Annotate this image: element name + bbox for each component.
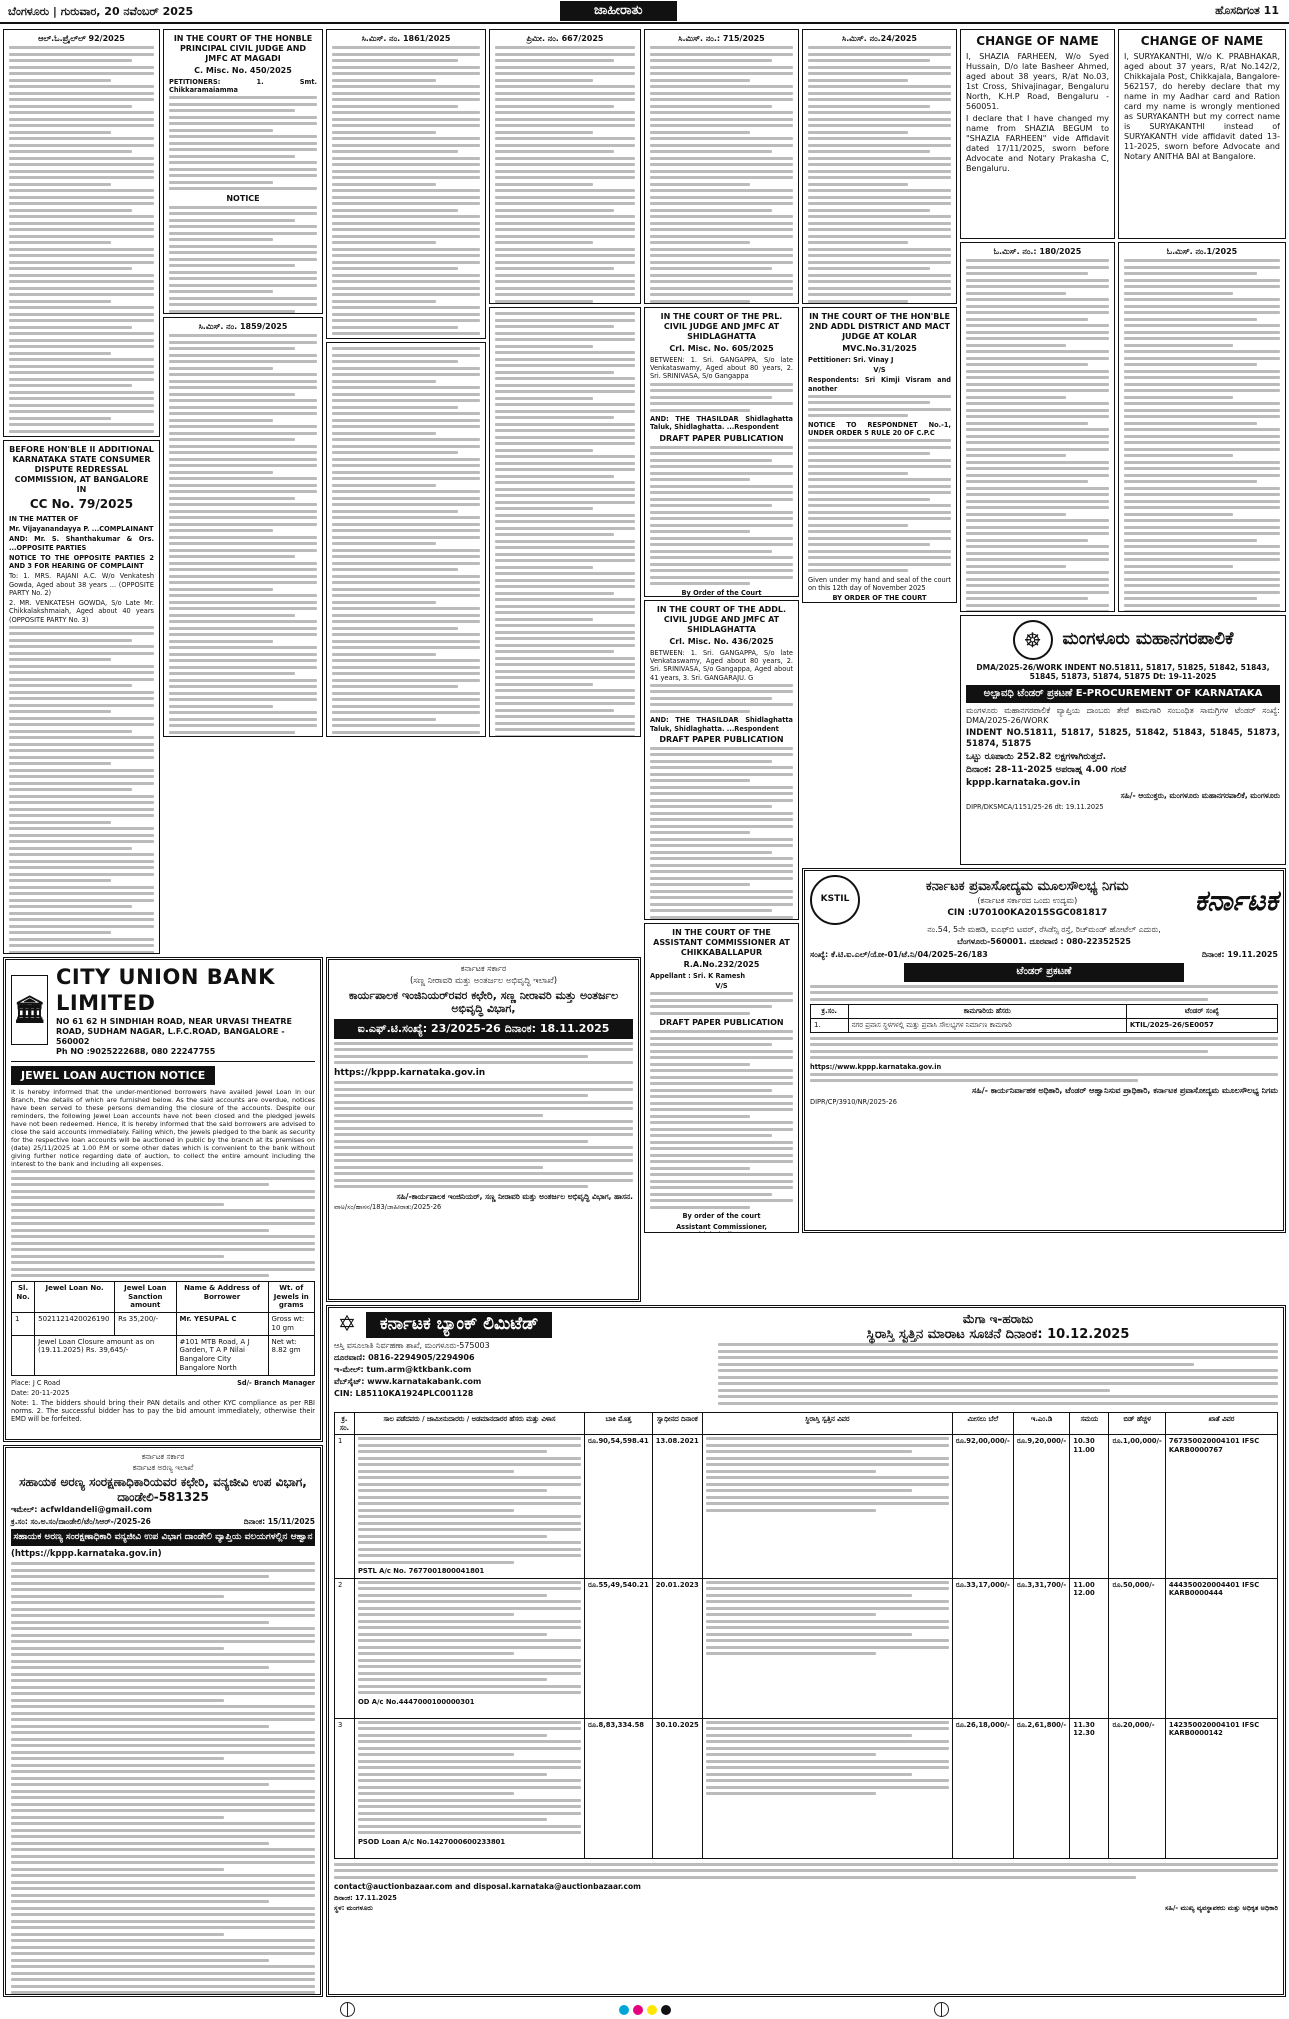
kbl-r1-sl: 1 [335, 1435, 355, 1578]
ksiidc-cell-work: ನಗರ ಪ್ರವಾಸ ಸ್ಥಳಗಳಲ್ಲಿ ಮತ್ತು ಪ್ರವಾಸಿ ಸೌಲಭ್ಯಗಳ ನಿರ್ಮಾಣ ಕಾಮಗಾರಿ [848, 1018, 1126, 1032]
kbl-r3-outstanding: ರೂ.8,83,334.58 [584, 1718, 652, 1858]
forest-ref: ಕ್ರ.ಸಂ: ಸಂ.ಅ.ಸಂ/ದಾಂಡೇಲಿ/ಟೆಂ/ಸಿಆರ್-/2025-26 [11, 1516, 151, 1526]
name-change-shazia [960, 29, 1115, 239]
magadi-notice-title: NOTICE [226, 193, 260, 203]
consumer-court: BEFORE HON'BLE II ADDITIONAL KARNATAKA STATE CONSUMER DISPUTE REDRESSAL COMMISSION, AT BANGALORE IN [9, 445, 154, 494]
kbl-r2-emd: ರೂ.3,31,700/- [1013, 1578, 1069, 1718]
black-dot [661, 2005, 671, 2015]
cmisc-1861-notice [326, 29, 486, 339]
cub-date: Date: 20-11-2025 [11, 1388, 70, 1397]
cmisc-1859-case: ಸಿ.ಮಿಸ್. ನಂ. 1859/2025 [198, 322, 288, 331]
omisc-1-notice [1118, 242, 1286, 612]
cub-cell-loan: 5021121420026190 [35, 1313, 115, 1336]
kbl-th-reserve: ಮೀಸಲು ಬೆಲೆ [952, 1413, 1013, 1435]
consumer-notice [3, 440, 160, 954]
cmisc-715-notice [644, 29, 799, 304]
kbl-phone: ದೂರವಾಣಿ: 0816-2294905/2294906 [334, 1353, 475, 1362]
consumer-notice-title: NOTICE TO THE OPPOSITE PARTIES 2 AND 3 FOR HEARING OF COMPLAINT [9, 553, 154, 571]
mangaluru-tender [960, 615, 1286, 865]
irrigation-dipr: ವಾಅ/ಸಂ/ಹಾಸನ/183/ಜಾಹೀರಾತು/2025-26 [334, 1203, 442, 1211]
prem-667-notice [489, 29, 641, 304]
kbl-email[interactable]: ಇ-ಮೇಲ್: tum.arm@ktkbank.com [334, 1365, 472, 1374]
consumer-matter: IN THE MATTER OF [9, 515, 79, 523]
kbl-r1-bid: ರೂ.1,00,000/- [1109, 1435, 1165, 1578]
ksiidc-sub: (ಕರ್ನಾಟಕ ಸರ್ಕಾರದ ಒಂದು ಉದ್ಯಮ) [977, 895, 1078, 905]
civil-court-notice-605 [644, 307, 799, 597]
ksiidc-th-sl: ಕ್ರ.ಸಂ. [811, 1005, 849, 1019]
table-row [335, 1578, 1278, 1718]
assist-pub: DRAFT PAPER PUBLICATION [659, 1018, 784, 1028]
cub-title: JEWEL LOAN AUCTION NOTICE [11, 1066, 215, 1086]
assist-case: R.A.No.232/2025 [683, 960, 760, 969]
civil1-order: By Order of the Court [681, 588, 762, 597]
name-change2-title: CHANGE OF NAME [1140, 34, 1264, 48]
irrigation-bar: ಐ.ಎಫ್‌.ಟಿ.ಸಂಖ್ಯೆ: 23/2025-26 ದಿನಾಂಕ: 18.11.2025 [334, 1019, 633, 1039]
kbl-th-time: ಸಮಯ [1070, 1413, 1109, 1435]
consumer-opposite: AND: Mr. S. Shanthakumar & Ors. ...OPPOSITE PARTIES [9, 535, 154, 552]
kbl-r3-account: PSOD Loan A/c No.1427000600233801 [357, 1837, 506, 1846]
cub-phone: Ph NO :9025222688, 080 22247755 [55, 1046, 216, 1056]
consumer-complainant: Mr. Vijayanandayya P. ...COMPLAINANT [9, 525, 154, 534]
yellow-dot [647, 2005, 657, 2015]
irrigation-sign: ಸಹಿ/-ಕಾರ್ಯಪಾಲಕ ಇಂಜಿನಿಯರ್, ಸಣ್ಣ ನೀರಾವರಿ ಮತ್ತು ಅಂತರ್ಜಲ ಅಭಿವೃದ್ಧಿ ವಿಭಾಗ, ಹಾಸನ. [396, 1191, 633, 1201]
name-change-title: CHANGE OF NAME [976, 34, 1099, 48]
kbl-r3-time: 11.30 12.30 [1070, 1718, 1109, 1858]
cub-th-loan: Jewel Loan No. [35, 1281, 115, 1312]
forest-gov: ಕರ್ನಾಟಕ ಸರ್ಕಾರ [141, 1452, 185, 1461]
kbl-r2-outstanding: ರೂ.55,49,540.21 [584, 1578, 652, 1718]
mcc-p2: INDENT NO.51811, 51817, 51825, 51842, 51843, 51845, 51873, 51874, 51875 [966, 728, 1280, 749]
kbl-th-account: ಖಾತೆ ವಿವರ [1165, 1413, 1277, 1435]
name-change-body: I, SHAZIA FARHEEN, W/o Syed Hussain, D/o late Basheer Ahmed, aged about 38 years, R/at No.03, 1st Cross, Shivajinagar, Bengaluru North, K.H.P Road, Bengaluru - 560051. [966, 52, 1109, 111]
ksiidc-th-tender: ಟೆಂಡರ್ ಸಂಖ್ಯೆ [1126, 1005, 1277, 1019]
kbl-th-outstanding: ಬಾಕಿ ಮೊತ್ತ [584, 1413, 652, 1435]
print-marks [0, 2000, 1289, 2019]
magenta-dot [633, 2005, 643, 2015]
kbl-r3-date: 30.10.2025 [652, 1718, 702, 1858]
cmisc-24-notice [802, 29, 957, 304]
civil1-pub: DRAFT PAPER PUBLICATION [659, 433, 784, 443]
kbl-r1-reserve: ರೂ.92,00,000/- [952, 1435, 1013, 1578]
cub-th-borrower: Name & Address of Borrower [176, 1281, 268, 1312]
name-change-declaration: I declare that I have changed my name from SHAZIA BEGUM to "SHAZIA FARHEEN" vide Affidavit dated 17/11/2025, sworn before Advocate and Notary Prakasha C, Bengaluru. [966, 114, 1109, 173]
kbl-sign: ಸಹಿ/- ಮುಖ್ಯ ವ್ಯವಸ್ಥಾಪಕರು ಮತ್ತು ಅಧಿಕೃತ ಅಧಿಕಾರಿ [1164, 1903, 1278, 1912]
consumer-to2: 2. MR. VENKATESH GOWDA, S/o Late Mr. Chikkalakshmaiah, Aged about 40 years (OPPOSITE PARTY No. 3) [9, 599, 154, 624]
cub-th-weight: Wt. of Jewels in grams [268, 1281, 315, 1312]
cub-body: It is hereby informed that the under-mentioned borrowers have availed Jewel Loan in our Branch, the details of which are furnished below. As the said accounts are overdue, notices have been served to these persons demanding the closure of the accounts. Despite our reminders, the following Jewel Loan accounts have not been closed and the pledged jewels have not been redeemed. Hence, it is hereby informed that the said borrowers are advised to close the said accounts immediately. Failing which, the jewels pledged to the bank as security for the respective loan accounts will be auctioned in public by the branch at its premises on (date) 25/11/2025 at 1.00 P.M or some other dates which is convenient to the bank without giving further notice regarding date of auction, to collect the entire amount including the interest to the bank and including all expenses. [11, 1088, 315, 1169]
kbl-r2-time: 11.00 12.00 [1070, 1578, 1109, 1718]
cmisc-24-case: ಸಿ.ಮಿಸ್. ನಂ.24/2025 [842, 34, 917, 43]
civil1-case: Crl. Misc. No. 605/2025 [669, 344, 774, 353]
name-change-suryakanthi [1118, 29, 1286, 239]
cub-cell-weight: Gross wt: 10 gm [268, 1313, 315, 1336]
forest-tender [3, 1445, 323, 1997]
kbl-r2-bid: ರೂ.50,000/- [1109, 1578, 1165, 1718]
magadi-court: IN THE COURT OF THE HONBLE PRINCIPAL CIVIL JUDGE AND JMFC AT MAGADI [173, 34, 313, 63]
irrigation-gov: ಕರ್ನಾಟಕ ಸರ್ಕಾರ [460, 964, 507, 973]
cub-footer [11, 1379, 315, 1399]
kbl-th-emd: ಇ.ಎಂ.ಡಿ [1013, 1413, 1069, 1435]
cmisc-1859-notice [163, 317, 323, 737]
kbl-place: ಸ್ಥಳ: ಮಂಗಳೂರು [334, 1903, 373, 1912]
mact-court: IN THE COURT OF THE HON'BLE 2ND ADDL DISTRICT AND MACT JUDGE AT KOLAR [809, 312, 950, 341]
kbl-r2-account: OD A/c No.4447000100000301 [357, 1697, 475, 1706]
table-row [335, 1435, 1278, 1578]
table-row [12, 1335, 315, 1375]
civil1-court: IN THE COURT OF THE PRL. CIVIL JUDGE AND JMFC AT SHIDLAGHATTA [660, 312, 783, 341]
cub-net-weight: Net wt: 8.82 gm [268, 1335, 315, 1375]
cub-th-sl: Sl. No. [12, 1281, 35, 1312]
kbl-r2-reserve: ರೂ.33,17,000/- [952, 1578, 1013, 1718]
omisc-180-case: ಓ.ಮಿಸ್. ನಂ.: 180/2025 [993, 247, 1082, 256]
ksiidc-sign: ಸಹಿ/- ಕಾರ್ಯನಿರ್ವಾಹಕ ಅಧಿಕಾರಿ, ಟೆಂಡರ್ ಆಹ್ವಾನಿಸುವ ಪ್ರಾಧಿಕಾರಿ, ಕರ್ನಾಟಕ ಪ್ರವಾಸೋದ್ಯಮ ಮೂಲಸೌಲಭ್ಯ ನಿಗಮ [971, 1085, 1278, 1095]
kbl-th-property: ಸ್ಥಿರಾಸ್ತಿ ಸ್ವತ್ತಿನ ವಿವರ [702, 1413, 952, 1435]
cub-header [11, 964, 315, 1062]
kbl-r3-emd: ರೂ.2,61,800/- [1013, 1718, 1069, 1858]
table-row [12, 1313, 315, 1336]
consumer-case-number: CC No. 79/2025 [29, 497, 134, 511]
forest-meta [11, 1517, 315, 1526]
kbl-address: ಆಸ್ತಿ ವಸೂಲಾತಿ ನಿರ್ವಹಣಾ ಶಾಖೆ, ಮಂಗಳೂರು-575003 [334, 1341, 490, 1350]
mcc-indent: DMA/2025-26/WORK INDENT NO.51811, 51817, 51825, 51842, 51843, 51845, 51873, 51874, 51875 Dt: 19-11-2025 [976, 663, 1270, 682]
forest-bar: ಸಹಾಯಕ ಅರಣ್ಯ ಸಂರಕ್ಷಣಾಧಿಕಾರಿ ವನ್ಯಜೀವಿ ಉಪ ವಿಭಾಗ ದಾಂಡೇಲಿ ವ್ಯಾಪ್ತಿಯ ವಲಯಗಳಲ್ಲಿನ ಆಹ್ವಾನ [11, 1529, 315, 1546]
kbl-table [334, 1412, 1278, 1858]
karnataka-bank-auction [326, 1305, 1286, 1997]
ksiidc-tender [802, 868, 1286, 1233]
small-irrigation-tender [326, 957, 641, 1302]
kbl-th-possession: ಸ್ವಾಧೀನದ ದಿನಾಂಕ [652, 1413, 702, 1435]
ksiidc-ref: ಸಂಖ್ಯೆ: ಕೆ.ಟಿ.ಐ.ಎಲ್/ಯೋ-01/ಟೆ.ನಿ/04/2025-26/183 [810, 950, 988, 959]
notice-col1-top [3, 29, 160, 437]
masthead [0, 0, 1289, 24]
ksiidc-header [810, 875, 1278, 925]
mcc-portal: kppp.karnataka.gov.in [966, 778, 1081, 788]
registration-mark-icon [934, 2002, 949, 2017]
kbl-cin: CIN: L85110KA1924PLC001128 [334, 1389, 474, 1398]
cub-cell-amount: Rs 35,200/- [115, 1313, 176, 1336]
ksiidc-th-work: ಕಾಮಗಾರಿಯ ಹೆಸರು [848, 1005, 1126, 1019]
cub-address: NO 61 62 H SINDHIAH ROAD, NEAR URVASI THEATRE ROAD, SUDHAM NAGAR, L.F.C.ROAD, BANGALORE - 560002 [55, 1016, 292, 1046]
ksiidc-date: ದಿನಾಂಕ: 19.11.2025 [1201, 950, 1278, 959]
ksiidc-dipr: DIPR/CP/3910/NR/2025-26 [810, 1097, 897, 1106]
kbl-r3-sl: 3 [335, 1718, 355, 1858]
assist-sign: Assistant Commissioner, [676, 1222, 767, 1231]
emblem-icon: ☸ [1013, 620, 1053, 660]
kbl-title2: ಸ್ಥಿರಾಸ್ತಿ ಸ್ವತ್ತಿನ ಮಾರಾಟ ಸೂಚನೆ ದಿನಾಂಕ: 10.12.2025 [866, 1327, 1130, 1342]
kbl-name: ಕರ್ನಾಟಕ ಬ್ಯಾಂಕ್ ಲಿಮಿಟೆಡ್ [366, 1312, 552, 1337]
civil2-case: Crl. Misc. No. 436/2025 [669, 637, 774, 646]
kbl-r1-date: 13.08.2021 [652, 1435, 702, 1578]
kbl-r1-time: 10.30 11.00 [1070, 1435, 1109, 1578]
kbl-title1: ಮೆಗಾ ಇ-ಹರಾಜು [962, 1312, 1034, 1326]
kbl-footer [334, 1894, 1278, 1914]
mcc-dipr: DIPR/DKSMCA/1151/25-26 dt: 19.11.2025 [966, 802, 1104, 811]
irrigation-office: ಕಾರ್ಯಪಾಲಕ ಇಂಜಿನಿಯರ್‌ರವರ ಕಛೇರಿ, ಸಣ್ಣ ನೀರಾವರಿ ಮತ್ತು ಅಂತರ್ಜಲ ಅಭಿವೃದ್ಧಿ ವಿಭಾಗ, [348, 988, 619, 1016]
ksiidc-meta [810, 950, 1278, 960]
color-bar [619, 2005, 671, 2015]
civil2-between: BETWEEN: 1. Sri. GANGAPPA, S/o late Venkataswamy, Aged about 80 years, 2. Sri. SRINIVASA, S/o Gangappa, Aged about 41 years, 3. Sri. GANGARAJU. G [650, 649, 793, 682]
ksiidc-tel: ಬೆಂಗಳೂರು-560001. ದೂರವಾಣಿ : 080-22352525 [957, 937, 1131, 946]
cyan-dot [619, 2005, 629, 2015]
cub-table [11, 1281, 315, 1376]
mact-vs: V/S [873, 366, 886, 375]
ksiidc-url[interactable]: https://www.kppp.karnataka.gov.in [810, 1062, 942, 1071]
forest-office: ಸಹಾಯಕ ಅರಣ್ಯ ಸಂರಕ್ಷಣಾಧಿಕಾರಿಯವರ ಕಛೇರಿ, ವನ್ಯಜೀವಿ ಉಪ ವಿಭಾಗ, ದಾಂಡೇಲಿ-581325 [19, 1474, 307, 1504]
kbl-r2-sl: 2 [335, 1578, 355, 1718]
mact-case: MVC.No.31/2025 [842, 344, 917, 353]
kbl-r3-ifsc: 142350020004101 IFSC KARB0000142 [1165, 1718, 1277, 1858]
ksiidc-cell-sl: 1. [811, 1018, 849, 1032]
civil2-and: AND: THE THASILDAR Shidlaghatta Taluk, Shidlaghatta. ...Respondent [650, 716, 793, 733]
kbl-r1-emd: ರೂ.9,20,000/- [1013, 1435, 1069, 1578]
notice-col4-mid [489, 307, 641, 737]
kbl-date: ದಿನಾಂಕ: 17.11.2025 [334, 1893, 397, 1902]
star-logo-icon: ✡ [337, 1312, 357, 1338]
ksiidc-address: ನಂ.54, 5ನೇ ಮಹಡಿ, ಐಎಫ್‌ಬಿ ಟವರ್, ರೆಸಿಡೆನ್ಸಿ ರಸ್ತೆ, ರಿಚ್‌ಮಂಡ್ ಹೋಟೆಲ್ ಎದುರು, [927, 925, 1161, 934]
prem-667-case: ಪ್ರಿಮೀ. ನಂ. 667/2025 [526, 34, 604, 43]
mact-order: BY ORDER OF THE COURT [832, 594, 927, 603]
irrigation-url[interactable]: https://kppp.karnataka.gov.in [334, 1067, 486, 1078]
kbl-r3-reserve: ರೂ.26,18,000/- [952, 1718, 1013, 1858]
cub-cell-borrower: Mr. YESUPAL C [176, 1313, 268, 1336]
masthead-date: ಬೆಂಗಳೂರು | ಗುರುವಾರ, 20 ನವೆಂಬರ್ 2025 [8, 5, 194, 18]
mcc-name: ಮಂಗಳೂರು ಮಹಾನಗರಪಾಲಿಕೆ [1062, 629, 1234, 650]
kbl-website[interactable]: ವೆಬ್‌ಸೈಟ್: www.karnatakabank.com [334, 1377, 482, 1386]
civil1-between: BETWEEN: 1. Sri. GANGAPPA, S/o late Venkataswamy, Aged about 80 years, 2. Sri. SRINIVASA, S/o Gangappa [650, 356, 793, 381]
city-union-bank-notice [3, 957, 323, 1442]
mcc-date: ದಿನಾಂಕ: 28-11-2025 ಅಪರಾಹ್ನ 4.00 ಗಂಟೆ [966, 764, 1127, 775]
irrigation-dept: (ಸಣ್ಣ ನೀರಾವರಿ ಮತ್ತು ಅಂತರ್ಜಲ ಅಭಿವೃದ್ಧಿ ಇಲಾಖೆ) [409, 976, 558, 986]
civil2-court: IN THE COURT OF THE ADDL. CIVIL JUDGE AND JMFC AT SHIDLAGHATTA [656, 605, 787, 634]
mcc-sign: ಸಹಿ/- ಆಯುಕ್ತರು, ಮಂಗಳೂರು ಮಹಾನಗರಪಾಲಿಕೆ, ಮಂಗಳೂರು [1120, 791, 1280, 801]
kbl-header [334, 1312, 1278, 1408]
cub-place: Place: J C Road [11, 1378, 61, 1387]
kbl-r3-bid: ರೂ.20,000/- [1109, 1718, 1165, 1858]
omisc-1-case: ಓ.ಮಿಸ್. ನಂ.1/2025 [1166, 247, 1238, 256]
cmisc-715-case: ಸಿ.ಮಿಸ್. ನಂ.: 715/2025 [678, 34, 765, 43]
assist-vs: V/S [715, 982, 728, 991]
cub-borrower-address: #101 MTB Road, A J Garden, T A P Nilai Bangalore City Bangalore North [176, 1335, 268, 1375]
ksiidc-table [810, 1004, 1278, 1033]
cub-name: CITY UNION BANK LIMITED [55, 965, 275, 1016]
cub-logo-icon: 🏛 [11, 975, 48, 1045]
mact-petitioner: Pettitioner: Sri. Vinay J [808, 356, 894, 364]
notice-heading: ಆಲ್.ಓ.ಪ್ರೈಲ್‌ಲ್ 92/2025 [38, 34, 125, 43]
civil2-pub: DRAFT PAPER PUBLICATION [659, 734, 784, 744]
forest-date: ದಿನಾಂಕ: 15/11/2025 [243, 1516, 315, 1526]
mcc-header [966, 620, 1280, 660]
assist-appellant: Appellant : Sri. K Ramesh [650, 972, 746, 980]
mact-respondents: Respondents: Sri Kimji Visram and another [808, 376, 951, 393]
table-row [811, 1018, 1278, 1032]
kbl-r2-ifsc: 444350020004401 IFSC KARB0000444 [1165, 1578, 1277, 1718]
section-title: ಜಾಹೀರಾತು [560, 1, 677, 21]
kbl-r2-date: 20.01.2023 [652, 1578, 702, 1718]
mcc-p1: ಮಂಗಳೂರು ಮಹಾನಗರಪಾಲಿಕೆ ವ್ಯಾಪ್ತಿಯ ದಾಂಬರು ತೇಪೆ ಕಾಮಗಾರಿ ಸಂಬಂಧಿತ ಸಾಮಗ್ರಿಗಳ ಟೆಂಡರ್ ಸಂಖ್ಯೆ: DMA/2025-26/WORK [966, 706, 1280, 726]
civil1-and: AND: THE THASILDAR Shidlaghatta Taluk, Shidlaghatta. ...Respondent [650, 415, 793, 432]
cub-notes: Note: 1. The bidders should bring their PAN details and other KYC compliance as per RBI norms. 2. The successful bidder has to pay the bid amount immediately, otherwise their EMD will be forfeited. [11, 1398, 315, 1424]
magadi-court-notice [163, 29, 323, 314]
magadi-petitioners: PETITIONERS: 1. Smt. Chikkaramaiamma [169, 78, 317, 95]
omisc-180-notice [960, 242, 1115, 612]
magadi-case: C. Misc. No. 450/2025 [194, 66, 292, 75]
mcc-amount: ಒಟ್ಟು ರೂಪಾಯಿ 252.82 ಲಕ್ಷಗಳಾಗಿರುತ್ತದೆ. [966, 751, 1106, 762]
assist-court: IN THE COURT OF THE ASSISTANT COMMISSIONER AT CHIKKABALLAPUR [653, 928, 790, 957]
civil-court-notice-436 [644, 600, 799, 920]
kbl-r1-account: PSTL A/c No. 7677001800041801 [357, 1567, 485, 1576]
name-change2-body: I, SURYAKANTHI, W/o K. PRABHAKAR, aged about 37 years, R/at No.142/2, Chikkajala Post, Chikkajala, Bangalore-562157, do hereby declare that my name in my Aadhar card and Ration card my name is wrongly mentioned as SURYAKANTH but my correct name is SURYAKANTHI instead of SURYAKANTH vide affidavit dated 13-11-2025, sworn before Advocate and Notary ANITHA BAI at Bangalore. [1124, 52, 1280, 161]
kbl-th-sl: ಕ್ರ. ಸಂ. [335, 1413, 355, 1435]
cub-cell-sl: 1 [12, 1313, 35, 1336]
mact-notice [802, 307, 957, 603]
mact-date: Given under my hand and seal of the court on this 12th day of November 2025 [808, 575, 951, 593]
cub-sign: Sd/- Branch Manager [237, 1378, 315, 1387]
consumer-to: To: 1. MRS. RAJANI A.C. W/o Venkatesh Gowda, Aged about 38 years ... (OPPOSITE PARTY No. 2) [9, 572, 154, 597]
cub-th-amount: Jewel Loan Sanction amount [115, 1281, 176, 1312]
mcc-bar: ಅಲ್ಪಾವಧಿ ಟೆಂಡರ್ ಪ್ರಕಟಣೆ E-PROCUREMENT OF KARNATAKA [966, 685, 1280, 704]
ksiidc-bar: ಟೆಂಡರ್ ಪ್ರಕಟಣೆ [904, 963, 1185, 982]
ksiidc-name: ಕರ್ನಾಟಕ ಪ್ರವಾಸೋದ್ಯಮ ಮೂಲಸೌಲಭ್ಯ ನಿಗಮ [925, 879, 1129, 895]
mact-notice-title: NOTICE TO RESPONDNET No.-1, UNDER ORDER 5 RULE 20 OF C.P.C [808, 420, 951, 438]
karnataka-tourism-logo-icon: ಕರ್ನಾಟಕ [1194, 883, 1278, 917]
table-row [335, 1718, 1278, 1858]
kbl-th-borrower: ಸಾಲ ಪಡೆದವರು / ಜಾಮೀನುದಾರರು / ಅಡಮಾನದಾರರ ಹೆಸರು ಮತ್ತು ವಿಳಾಸ [354, 1413, 584, 1435]
forest-url[interactable]: (https://kppp.karnataka.gov.in) [11, 1549, 162, 1560]
assist-order: By order of the court [682, 1212, 761, 1221]
notice-col3-mid [326, 342, 486, 737]
ksiidc-cell-tender: KTIL/2025-26/SE0057 [1126, 1018, 1277, 1032]
kbl-r1-outstanding: ರೂ.90,54,598.41 [584, 1435, 652, 1578]
forest-dept: ಕರ್ನಾಟಕ ಅರಣ್ಯ ಇಲಾಖೆ [132, 1463, 194, 1473]
cub-closure: Jewel Loan Closure amount as on (19.11.2025) Rs. 39,645/- [35, 1335, 176, 1375]
forest-email[interactable]: ಇಮೇಲ್: acfwldandeli@gmail.com [11, 1504, 152, 1514]
cmisc-1861-case: ಸಿ.ಮಿಸ್. ನಂ. 1861/2025 [361, 34, 451, 43]
ksiidc-cin: CIN :U70100KA2015SGC081817 [947, 907, 1108, 918]
kbl-r1-ifsc: 767350020004101 IFSC KARB0000767 [1165, 1435, 1277, 1578]
kbl-emails[interactable]: contact@auctionbazaar.com and disposal.karnataka@auctionbazaar.com [334, 1882, 641, 1892]
registration-mark-icon [340, 2002, 355, 2017]
ksiidc-logo-icon: KSTIL [810, 875, 860, 925]
page-number: ಹೊಸದಿಗಂತ 11 [1215, 4, 1279, 17]
assistant-commissioner-notice [644, 923, 799, 1233]
kbl-th-bid: ಬಿಡ್ ಹೆಚ್ಚಳ [1109, 1413, 1165, 1435]
